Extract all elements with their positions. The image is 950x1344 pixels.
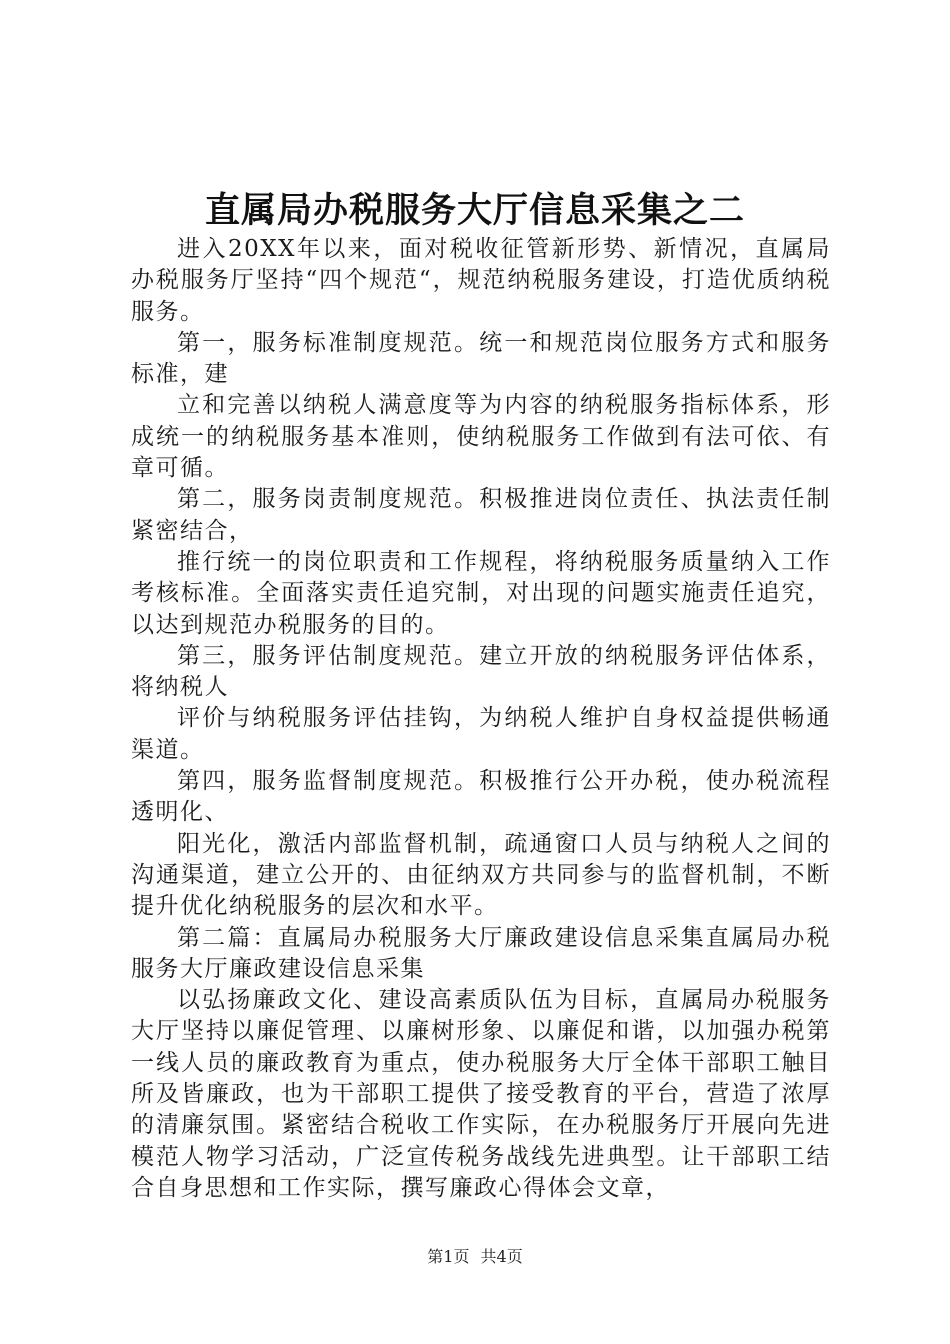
paragraph: 第四，服务监督制度规范。积极推行公开办税，使办税流程透明化、: [131, 768, 831, 826]
paragraph: 以弘扬廉政文化、建设高素质队伍为目标，直属局办税服务大厅坚持以廉促管理、以廉树形象、以廉促和谐，以加强办税第一线人员的廉政教育为重点，使办税服务大厅全体干部职工触目所及皆廉政，也为干部职工提供了接受教育的平台，营造了浓厚的清廉氛围。紧密结合税收工作实际，在办税服务厅开展向先进模范人物学习活动，广泛宣传税务战线先进典型。让干部职工结合自身思想和工作实际，撰写廉政心得体会文章，: [131, 987, 831, 1201]
document-title: 直属局办税服务大厅信息采集之二: [204, 190, 745, 231]
paragraph: 阳光化，激活内部监督机制，疏通窗口人员与纳税人之间的沟通渠道，建立公开的、由征纳双方共同参与的监督机制，不断提升优化纳税服务的层次和水平。: [131, 830, 831, 920]
paragraph: 第三，服务评估制度规范。建立开放的纳税服务评估体系，将纳税人: [131, 642, 831, 701]
paragraph: 推行统一的岗位职责和工作规程，将纳税服务质量纳入工作考核标准。全面落实责任追究制，对出现的问题实施责任追究，以达到规范办税服务的目的。: [131, 548, 831, 638]
paragraph: 评价与纳税服务评估挂钩，为纳税人维护自身权益提供畅通渠道。: [131, 705, 831, 763]
paragraph: 第二，服务岗责制度规范。积极推进岗位责任、执法责任制紧密结合，: [131, 486, 831, 544]
paragraph: 第一，服务标准制度规范。统一和规范岗位服务方式和服务标准，建: [131, 329, 831, 388]
page-total: 共4页: [480, 1247, 523, 1266]
page-number: 第1页: [427, 1247, 470, 1266]
paragraph: 第二篇：直属局办税服务大厅廉政建设信息采集直属局办税服务大厅廉政建设信息采集: [131, 924, 831, 982]
paragraph: 立和完善以纳税人满意度等为内容的纳税服务指标体系，形成统一的纳税服务基本准则，使纳税服务工作做到有法可依、有章可循。: [131, 392, 831, 482]
page-footer: [0, 1244, 950, 1267]
paragraph: 进入20XX年以来，面对税收征管新形势、新情况，直属局办税服务厅坚持“四个规范“，规范纳税服务建设，打造优质纳税服务。: [131, 236, 831, 325]
document-body: [131, 234, 831, 1204]
